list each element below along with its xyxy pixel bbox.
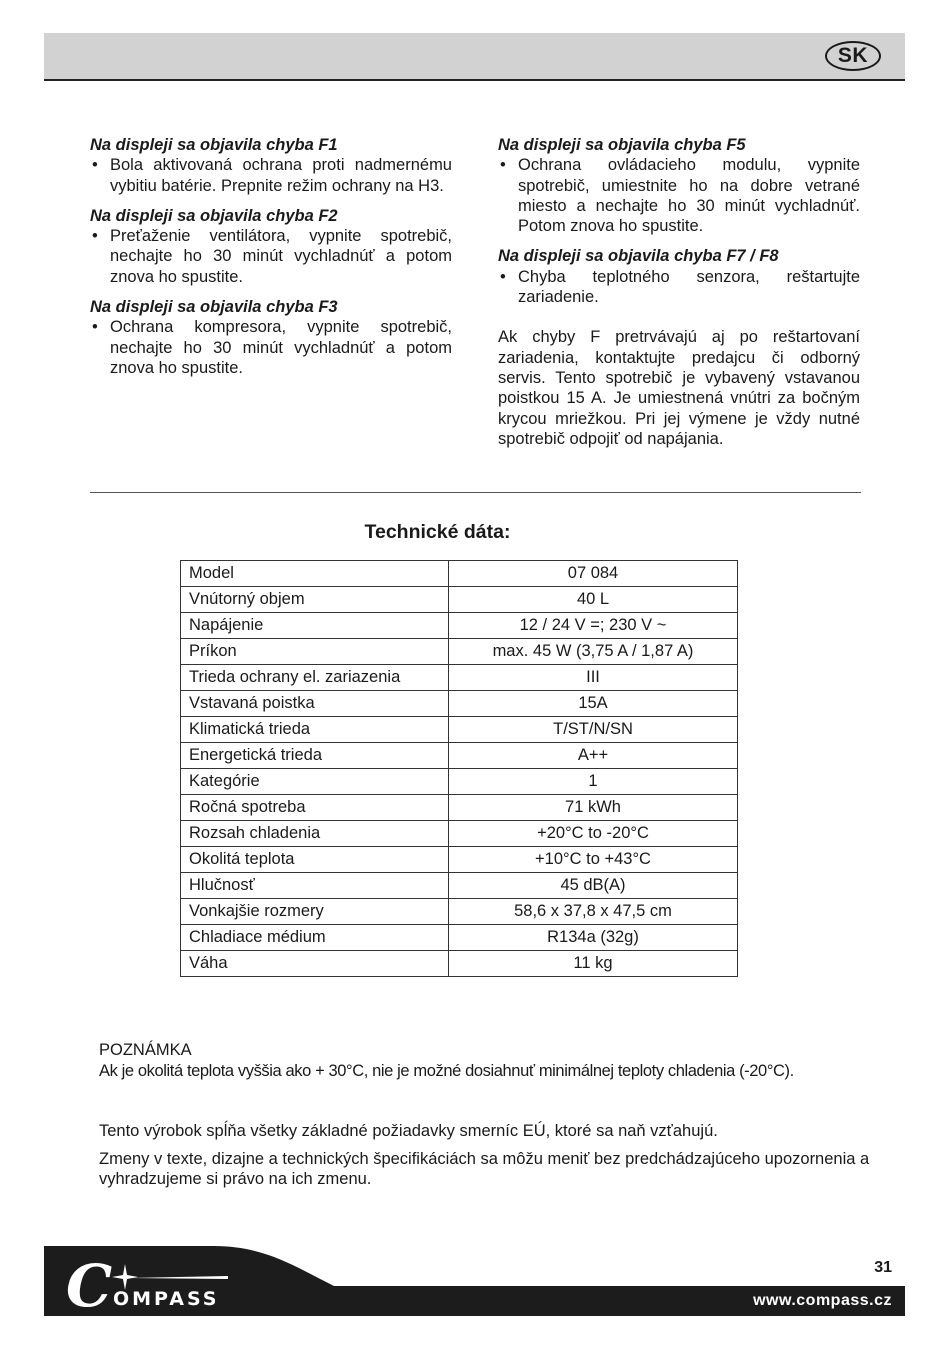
tech-table-row	[181, 691, 738, 717]
compass-logo-line	[128, 1275, 228, 1281]
tech-table-row	[181, 821, 738, 847]
tech-table-row	[181, 639, 738, 665]
tech-table-row	[181, 899, 738, 925]
bullet-text: • Chyba teplotného senzora, reštartujte zariadenie.	[498, 267, 860, 308]
spec-value: +20°C to -20°C	[449, 821, 738, 847]
spec-value: max. 45 W (3,75 A / 1,87 A)	[449, 639, 738, 665]
section-title: Na displeji sa objavila chyba F1	[90, 136, 338, 154]
spec-label: Energetická trieda	[181, 743, 449, 769]
spec-label: Trieda ochrany el. zariazenia	[181, 665, 449, 691]
spec-value: 12 / 24 V =; 230 V ~	[449, 613, 738, 639]
tech-table-row	[181, 769, 738, 795]
spec-label: Vonkajšie rozmery	[181, 899, 449, 925]
legal-block	[99, 1121, 879, 1190]
tech-table-row	[181, 847, 738, 873]
section-title: Na displeji sa objavila chyba F5	[498, 136, 746, 154]
page-number: 31	[874, 1259, 892, 1276]
spec-value: 15A	[449, 691, 738, 717]
section-title: Na displeji sa objavila chyba F7 / F8	[498, 247, 779, 266]
spec-label: Hlučnosť	[181, 873, 449, 899]
spec-value: 58,6 x 37,8 x 47,5 cm	[449, 899, 738, 925]
spec-label: Rozsah chladenia	[181, 821, 449, 847]
spec-value: T/ST/N/SN	[449, 717, 738, 743]
tech-table-row	[181, 665, 738, 691]
tech-table-row	[181, 587, 738, 613]
error-section-f2	[90, 206, 452, 287]
spec-label: Model	[181, 561, 449, 587]
tech-table-row	[181, 925, 738, 951]
compass-logo-initial: C	[66, 1252, 113, 1320]
spec-value: A++	[449, 743, 738, 769]
spec-label: Vnútorný objem	[181, 587, 449, 613]
spec-value: 07 084	[449, 561, 738, 587]
spec-value: 40 L	[449, 587, 738, 613]
spec-value: 11 kg	[449, 951, 738, 977]
spec-label: Ročná spotreba	[181, 795, 449, 821]
tech-data-title: Technické dáta:	[364, 521, 511, 543]
spec-label: Váha	[181, 951, 449, 977]
bullet-text: • Ochrana ovládacieho modulu, vypnite spotrebič, umiestnite ho na dobre vetrané miesto a nechajte ho 30 minút vychladnúť. Potom znova ho spustite.	[498, 155, 860, 236]
spec-label: Okolitá teplota	[181, 847, 449, 873]
spec-label: Klimatická trieda	[181, 717, 449, 743]
bullet-text: • Bola aktivovaná ochrana proti nadmernému vybitiu batérie. Prepnite režim ochrany na H3.	[90, 155, 452, 196]
spec-label: Príkon	[181, 639, 449, 665]
spec-value: 45 dB(A)	[449, 873, 738, 899]
spec-label: Napájenie	[181, 613, 449, 639]
spec-value: 71 kWh	[449, 795, 738, 821]
spec-label: Chladiace médium	[181, 925, 449, 951]
disclaimer-text: Zmeny v texte, dizajne a technických špecifikáciách sa môžu meniť bez predchádzajúceho upozornenia a vyhradzujeme si právo na ich zmenu.	[99, 1149, 870, 1188]
error-section-f1	[90, 135, 452, 196]
tech-table-row	[181, 873, 738, 899]
spec-value: III	[449, 665, 738, 691]
spec-value: R134a (32g)	[449, 925, 738, 951]
tech-data-table	[180, 560, 738, 977]
bullet-text: • Ochrana kompresora, vypnite spotrebič, nechajte ho 30 minút vychladnúť a potom znova ho spustite.	[90, 317, 452, 378]
compliance-text: Tento výrobok spĺňa všetky základné požiadavky smerníc EÚ, ktoré sa naň vzťahujú.	[99, 1122, 718, 1140]
persistent-error-paragraph: Ak chyby F pretrvávajú aj po reštartovaní zariadenia, kontaktujte predajcu či odborný servis. Tento spotrebič je vybavený vstavanou poistkou 15 A. Je umiestnená vnútri za bočným krycou mriežkou. Pri jej výmene je vždy nutné spotrebič odpojiť od napájania.	[498, 328, 860, 448]
left-column	[90, 135, 452, 388]
note-block	[99, 1040, 879, 1081]
footer-url-link[interactable]: www.compass.cz	[753, 1292, 892, 1309]
language-badge: SK	[825, 41, 881, 71]
note-heading: POZNÁMKA	[99, 1041, 192, 1059]
spec-label: Kategórie	[181, 769, 449, 795]
section-divider	[90, 492, 861, 493]
tech-table-row	[181, 743, 738, 769]
header-bar	[44, 33, 905, 81]
error-section-f7-f8	[498, 246, 860, 307]
tech-table-row	[181, 613, 738, 639]
section-title: Na displeji sa objavila chyba F3	[90, 298, 338, 317]
tech-table-row	[181, 795, 738, 821]
right-column	[498, 135, 860, 449]
tech-table-row	[181, 717, 738, 743]
spec-label: Vstavaná poistka	[181, 691, 449, 717]
section-title: Na displeji sa objavila chyba F2	[90, 206, 338, 225]
error-section-f5	[498, 135, 860, 236]
error-section-f3	[90, 297, 452, 378]
note-text: Ak je okolitá teplota vyššia ako + 30°C, nie je možné dosiahnuť minimálnej teploty chladenia (-20°C).	[99, 1061, 794, 1080]
spec-value: +10°C to +43°C	[449, 847, 738, 873]
spec-value: 1	[449, 769, 738, 795]
tech-table-row	[181, 951, 738, 977]
tech-table-row	[181, 561, 738, 587]
bullet-text: • Preťaženie ventilátora, vypnite spotrebič, nechajte ho 30 minút vychladnúť a potom znova ho spustite.	[90, 226, 452, 287]
compass-logo-text: OMPASS	[113, 1288, 220, 1310]
